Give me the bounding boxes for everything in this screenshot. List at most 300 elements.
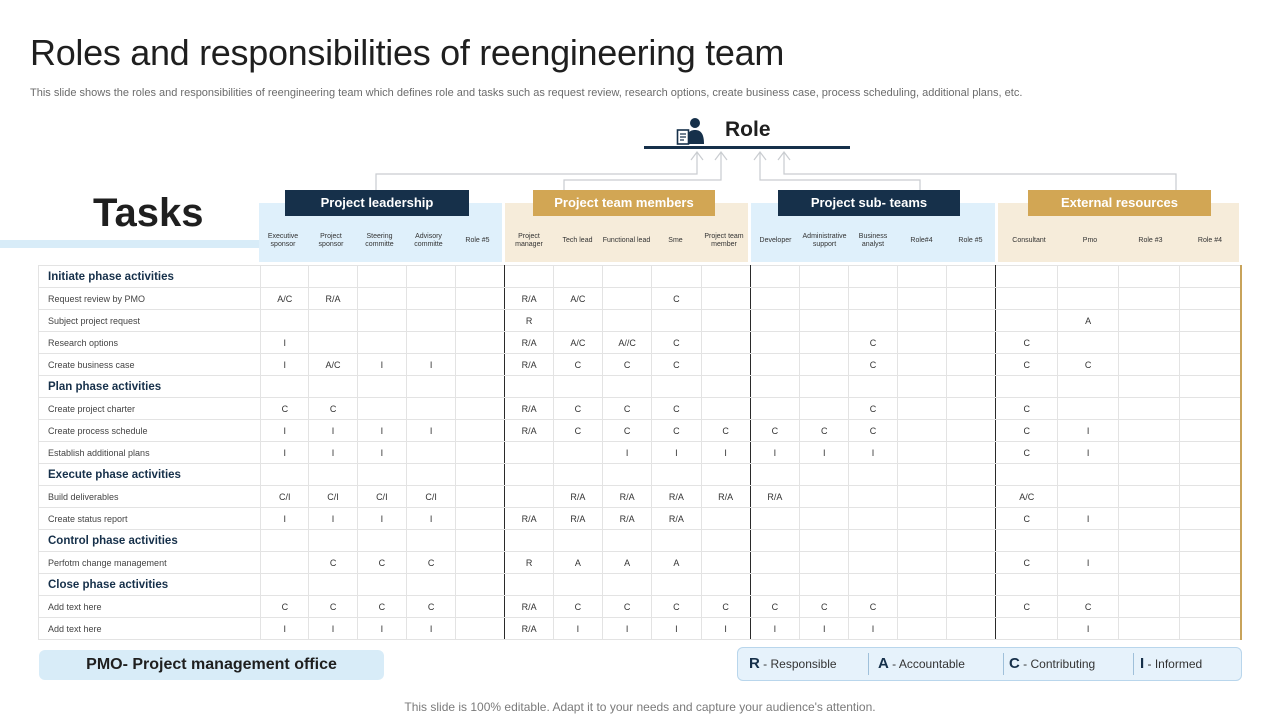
raci-cell — [800, 354, 849, 376]
group-header-project-leadership: Project leadership — [285, 190, 469, 216]
raci-cell — [652, 266, 701, 288]
raci-cell — [897, 442, 946, 464]
raci-cell — [750, 354, 799, 376]
raci-cell: I — [309, 420, 357, 442]
raci-cell: C — [309, 596, 357, 618]
raci-cell — [800, 574, 849, 596]
raci-cell — [701, 354, 750, 376]
raci-cell: I — [800, 618, 849, 640]
raci-cell — [456, 464, 505, 486]
raci-cell — [505, 464, 553, 486]
raci-cell: A/C — [309, 354, 357, 376]
raci-cell — [309, 574, 357, 596]
raci-cell: C — [996, 508, 1058, 530]
raci-cell — [996, 618, 1058, 640]
raci-cell — [701, 464, 750, 486]
legend-item-contributing — [1009, 648, 1095, 680]
column-header: Role#4 — [910, 237, 933, 244]
raci-cell: I — [849, 442, 897, 464]
table-row — [39, 310, 1242, 332]
column-header: Tech lead — [562, 237, 593, 244]
role-header — [644, 113, 850, 149]
raci-cell — [1058, 288, 1118, 310]
raci-cell — [1118, 376, 1179, 398]
raci-cell — [701, 310, 750, 332]
raci-cell — [701, 376, 750, 398]
raci-cell — [261, 310, 309, 332]
raci-cell — [505, 442, 553, 464]
raci-cell — [505, 266, 553, 288]
raci-cell — [603, 310, 652, 332]
raci-cell — [1180, 442, 1241, 464]
raci-cell: C — [849, 398, 897, 420]
raci-cell: I — [701, 442, 750, 464]
raci-cell: C — [996, 552, 1058, 574]
raci-cell — [946, 508, 995, 530]
raci-cell — [1058, 398, 1118, 420]
raci-cell — [750, 288, 799, 310]
raci-cell — [996, 464, 1058, 486]
raci-cell — [849, 310, 897, 332]
raci-cell — [800, 266, 849, 288]
column-header: Role #5 — [958, 237, 983, 244]
raci-cell: I — [309, 508, 357, 530]
raci-cell — [946, 618, 995, 640]
raci-cell: I — [406, 420, 455, 442]
page-title: Roles and responsibilities of reengineering team — [30, 32, 785, 73]
raci-cell — [897, 310, 946, 332]
raci-cell: I — [553, 618, 602, 640]
raci-cell — [1058, 574, 1118, 596]
raci-cell: I — [261, 332, 309, 354]
raci-cell — [946, 354, 995, 376]
raci-cell — [261, 530, 309, 552]
raci-cell: C — [996, 596, 1058, 618]
raci-cell: R/A — [505, 288, 553, 310]
raci-cell: C — [996, 354, 1058, 376]
raci-cell: C — [652, 398, 701, 420]
raci-cell: I — [309, 618, 357, 640]
raci-cell — [800, 508, 849, 530]
raci-cell — [849, 376, 897, 398]
task-label: Subject project request — [39, 310, 261, 332]
raci-cell: C/I — [406, 486, 455, 508]
raci-cell — [406, 310, 455, 332]
raci-cell — [1118, 310, 1179, 332]
legend-item-responsible — [749, 648, 837, 680]
raci-cell — [456, 398, 505, 420]
raci-cell: I — [309, 442, 357, 464]
group-header-project-team-members: Project team members — [533, 190, 715, 216]
column-header: Executive sponsor — [267, 233, 299, 248]
raci-cell: C — [849, 596, 897, 618]
raci-cell — [897, 574, 946, 596]
legend-text: - Responsible — [759, 657, 837, 671]
raci-cell — [750, 332, 799, 354]
raci-cell — [996, 530, 1058, 552]
raci-cell — [456, 596, 505, 618]
raci-cell — [946, 332, 995, 354]
raci-cell: C — [652, 332, 701, 354]
raci-cell — [897, 596, 946, 618]
raci-cell — [1118, 464, 1179, 486]
raci-cell — [553, 310, 602, 332]
raci-cell: C — [652, 596, 701, 618]
task-label: Create business case — [39, 354, 261, 376]
raci-cell: R — [505, 552, 553, 574]
raci-cell — [456, 530, 505, 552]
raci-cell — [897, 420, 946, 442]
raci-cell: R/A — [701, 486, 750, 508]
raci-cell — [357, 332, 406, 354]
raci-cell: R/A — [505, 332, 553, 354]
raci-cell — [1118, 596, 1179, 618]
column-header: Project manager — [515, 233, 543, 248]
raci-cell — [1180, 332, 1241, 354]
raci-cell: I — [701, 618, 750, 640]
raci-cell: C — [357, 596, 406, 618]
raci-cell — [946, 442, 995, 464]
raci-cell: I — [652, 618, 701, 640]
raci-cell: C/I — [261, 486, 309, 508]
raci-cell — [456, 574, 505, 596]
column-header: Sme — [668, 237, 683, 244]
raci-cell — [1118, 552, 1179, 574]
column-header: Pmo — [1082, 237, 1098, 244]
table-row — [39, 508, 1242, 530]
raci-cell: I — [261, 508, 309, 530]
raci-cell — [1180, 398, 1241, 420]
raci-cell — [701, 266, 750, 288]
raci-cell — [750, 398, 799, 420]
raci-cell: I — [261, 354, 309, 376]
raci-cell: I — [652, 442, 701, 464]
raci-cell — [357, 464, 406, 486]
raci-cell: C — [849, 420, 897, 442]
raci-cell: C — [357, 552, 406, 574]
raci-cell — [946, 420, 995, 442]
raci-cell — [897, 618, 946, 640]
phase-label: Execute phase activities — [39, 464, 261, 486]
raci-cell: I — [406, 354, 455, 376]
table-row — [39, 288, 1242, 310]
pmo-note: PMO- Project management office — [39, 650, 384, 680]
raci-cell — [1118, 574, 1179, 596]
raci-cell: C — [701, 420, 750, 442]
raci-cell: R/A — [603, 508, 652, 530]
raci-cell — [603, 464, 652, 486]
raci-cell — [1118, 442, 1179, 464]
raci-cell — [261, 464, 309, 486]
raci-cell: I — [1058, 508, 1118, 530]
table-row — [39, 398, 1242, 420]
raci-cell: I — [1058, 618, 1118, 640]
raci-cell — [406, 376, 455, 398]
raci-cell: I — [357, 354, 406, 376]
raci-cell — [1180, 354, 1241, 376]
raci-cell: R/A — [505, 420, 553, 442]
table-row — [39, 332, 1242, 354]
raci-cell — [652, 376, 701, 398]
raci-cell — [897, 266, 946, 288]
raci-cell — [1180, 596, 1241, 618]
raci-cell: I — [1058, 420, 1118, 442]
raci-cell — [701, 288, 750, 310]
raci-cell — [946, 464, 995, 486]
raci-cell: R/A — [505, 618, 553, 640]
raci-cell: C — [553, 354, 602, 376]
raci-cell: I — [603, 618, 652, 640]
raci-cell — [406, 398, 455, 420]
raci-cell — [553, 530, 602, 552]
column-header: Role #4 — [1197, 237, 1223, 244]
raci-cell: A/C — [261, 288, 309, 310]
raci-cell — [553, 442, 602, 464]
column-header: Business analyst — [858, 233, 888, 248]
raci-cell — [996, 376, 1058, 398]
legend-letter: I — [1140, 655, 1145, 672]
task-label: Establish additional plans — [39, 442, 261, 464]
raci-cell: C — [750, 596, 799, 618]
legend-letter: A — [878, 655, 889, 672]
task-label: Perfotm change management — [39, 552, 261, 574]
raci-cell — [309, 464, 357, 486]
raci-cell — [1118, 530, 1179, 552]
task-label: Add text here — [39, 618, 261, 640]
raci-cell — [946, 310, 995, 332]
raci-cell — [946, 266, 995, 288]
raci-cell — [553, 266, 602, 288]
raci-cell: I — [1058, 552, 1118, 574]
raci-cell — [897, 508, 946, 530]
raci-cell — [1058, 376, 1118, 398]
raci-cell: C — [652, 288, 701, 310]
raci-cell: C — [996, 420, 1058, 442]
raci-cell: C/I — [357, 486, 406, 508]
footer-note: This slide is 100% editable. Adapt it to your needs and capture your audience's attention. — [404, 700, 876, 714]
raci-cell — [701, 530, 750, 552]
raci-cell: A — [553, 552, 602, 574]
raci-legend — [737, 647, 1242, 681]
column-header: Advisory committe — [414, 233, 443, 248]
raci-cell — [1180, 618, 1241, 640]
raci-cell: R/A — [652, 486, 701, 508]
raci-cell — [750, 530, 799, 552]
raci-cell — [1180, 530, 1241, 552]
legend-text: - Accountable — [888, 657, 965, 671]
raci-cell — [553, 376, 602, 398]
raci-cell — [750, 310, 799, 332]
raci-cell — [1118, 508, 1179, 530]
raci-cell — [1058, 266, 1118, 288]
raci-cell — [603, 376, 652, 398]
raci-cell — [309, 376, 357, 398]
raci-cell — [357, 288, 406, 310]
table-row — [39, 442, 1242, 464]
column-header: Developer — [759, 237, 792, 244]
raci-cell — [849, 508, 897, 530]
raci-cell — [652, 310, 701, 332]
raci-cell: I — [750, 442, 799, 464]
column-header: Administrative support — [802, 233, 847, 248]
raci-cell: R/A — [505, 398, 553, 420]
task-label: Create process schedule — [39, 420, 261, 442]
raci-cell — [309, 310, 357, 332]
raci-cell: C — [603, 420, 652, 442]
raci-cell — [849, 464, 897, 486]
raci-cell — [505, 486, 553, 508]
raci-cell — [897, 354, 946, 376]
raci-cell — [406, 288, 455, 310]
raci-cell — [897, 552, 946, 574]
raci-cell — [603, 288, 652, 310]
raci-cell — [1058, 464, 1118, 486]
raci-cell: C/I — [309, 486, 357, 508]
raci-cell — [946, 288, 995, 310]
raci-cell — [996, 574, 1058, 596]
raci-cell — [603, 266, 652, 288]
raci-cell — [652, 530, 701, 552]
raci-cell — [456, 442, 505, 464]
raci-cell — [261, 266, 309, 288]
raci-cell — [406, 332, 455, 354]
raci-cell — [750, 464, 799, 486]
raci-cell: R/A — [505, 596, 553, 618]
raci-cell: C — [553, 398, 602, 420]
raci-cell — [1180, 420, 1241, 442]
raci-cell — [456, 508, 505, 530]
raci-cell: I — [800, 442, 849, 464]
phase-label: Control phase activities — [39, 530, 261, 552]
raci-cell — [701, 398, 750, 420]
raci-cell — [1180, 266, 1241, 288]
raci-cell — [1058, 486, 1118, 508]
table-row — [39, 354, 1242, 376]
column-header: Role #3 — [1138, 237, 1163, 244]
raci-cell: C — [849, 354, 897, 376]
raci-cell: I — [357, 508, 406, 530]
raci-cell — [750, 552, 799, 574]
raci-cell: C — [553, 596, 602, 618]
raci-cell — [1180, 464, 1241, 486]
raci-cell: C — [261, 398, 309, 420]
raci-cell: C — [652, 354, 701, 376]
raci-cell — [849, 266, 897, 288]
phase-label: Plan phase activities — [39, 376, 261, 398]
raci-cell — [1118, 618, 1179, 640]
raci-cell — [1180, 486, 1241, 508]
raci-cell: A — [1058, 310, 1118, 332]
raci-cell: C — [406, 596, 455, 618]
raci-cell: C — [309, 552, 357, 574]
raci-cell — [309, 332, 357, 354]
raci-cell: I — [261, 442, 309, 464]
raci-cell — [701, 574, 750, 596]
raci-cell: C — [603, 398, 652, 420]
raci-cell — [946, 530, 995, 552]
legend-divider — [868, 653, 869, 675]
raci-cell: R/A — [750, 486, 799, 508]
raci-cell — [456, 618, 505, 640]
raci-cell: R — [505, 310, 553, 332]
raci-cell — [800, 376, 849, 398]
raci-cell — [897, 288, 946, 310]
raci-cell: C — [652, 420, 701, 442]
raci-cell: C — [553, 420, 602, 442]
raci-cell: C — [1058, 596, 1118, 618]
raci-cell: C — [849, 332, 897, 354]
phase-label: Initiate phase activities — [39, 266, 261, 288]
raci-cell — [946, 596, 995, 618]
raci-cell — [996, 288, 1058, 310]
raci-cell: C — [996, 398, 1058, 420]
table-row — [39, 420, 1242, 442]
raci-cell: C — [603, 354, 652, 376]
raci-cell — [1118, 332, 1179, 354]
raci-cell — [1118, 266, 1179, 288]
raci-cell: C — [261, 596, 309, 618]
raci-cell — [996, 266, 1058, 288]
tasks-label: Tasks — [93, 191, 204, 235]
raci-cell — [701, 508, 750, 530]
raci-cell — [1180, 574, 1241, 596]
raci-cell: C — [406, 552, 455, 574]
raci-cell: C — [1058, 354, 1118, 376]
raci-cell — [800, 332, 849, 354]
raci-cell — [849, 552, 897, 574]
task-label: Build deliverables — [39, 486, 261, 508]
raci-table — [38, 265, 1242, 640]
raci-cell — [1180, 508, 1241, 530]
raci-cell: R/A — [309, 288, 357, 310]
raci-cell — [946, 486, 995, 508]
raci-cell: A/C — [553, 288, 602, 310]
raci-cell — [406, 266, 455, 288]
raci-cell — [946, 552, 995, 574]
raci-cell — [357, 310, 406, 332]
table-row — [39, 486, 1242, 508]
raci-cell: A/C — [996, 486, 1058, 508]
raci-cell — [800, 486, 849, 508]
raci-cell — [1180, 376, 1241, 398]
raci-cell — [800, 530, 849, 552]
raci-cell: I — [406, 618, 455, 640]
raci-cell: R/A — [652, 508, 701, 530]
raci-cell — [1118, 354, 1179, 376]
legend-text: - Informed — [1144, 657, 1203, 671]
table-row — [39, 596, 1242, 618]
raci-cell: I — [603, 442, 652, 464]
raci-cell — [1118, 486, 1179, 508]
person-document-icon — [676, 117, 706, 145]
raci-cell — [800, 552, 849, 574]
raci-cell — [1058, 530, 1118, 552]
raci-cell — [456, 266, 505, 288]
raci-cell: I — [849, 618, 897, 640]
raci-cell — [849, 574, 897, 596]
raci-cell — [800, 464, 849, 486]
raci-cell — [897, 332, 946, 354]
raci-cell — [603, 574, 652, 596]
raci-cell — [897, 376, 946, 398]
raci-cell — [800, 398, 849, 420]
raci-cell — [406, 442, 455, 464]
raci-cell — [800, 310, 849, 332]
raci-cell — [750, 508, 799, 530]
raci-cell: R/A — [505, 354, 553, 376]
task-label: Research options — [39, 332, 261, 354]
phase-header-row — [39, 530, 1242, 552]
